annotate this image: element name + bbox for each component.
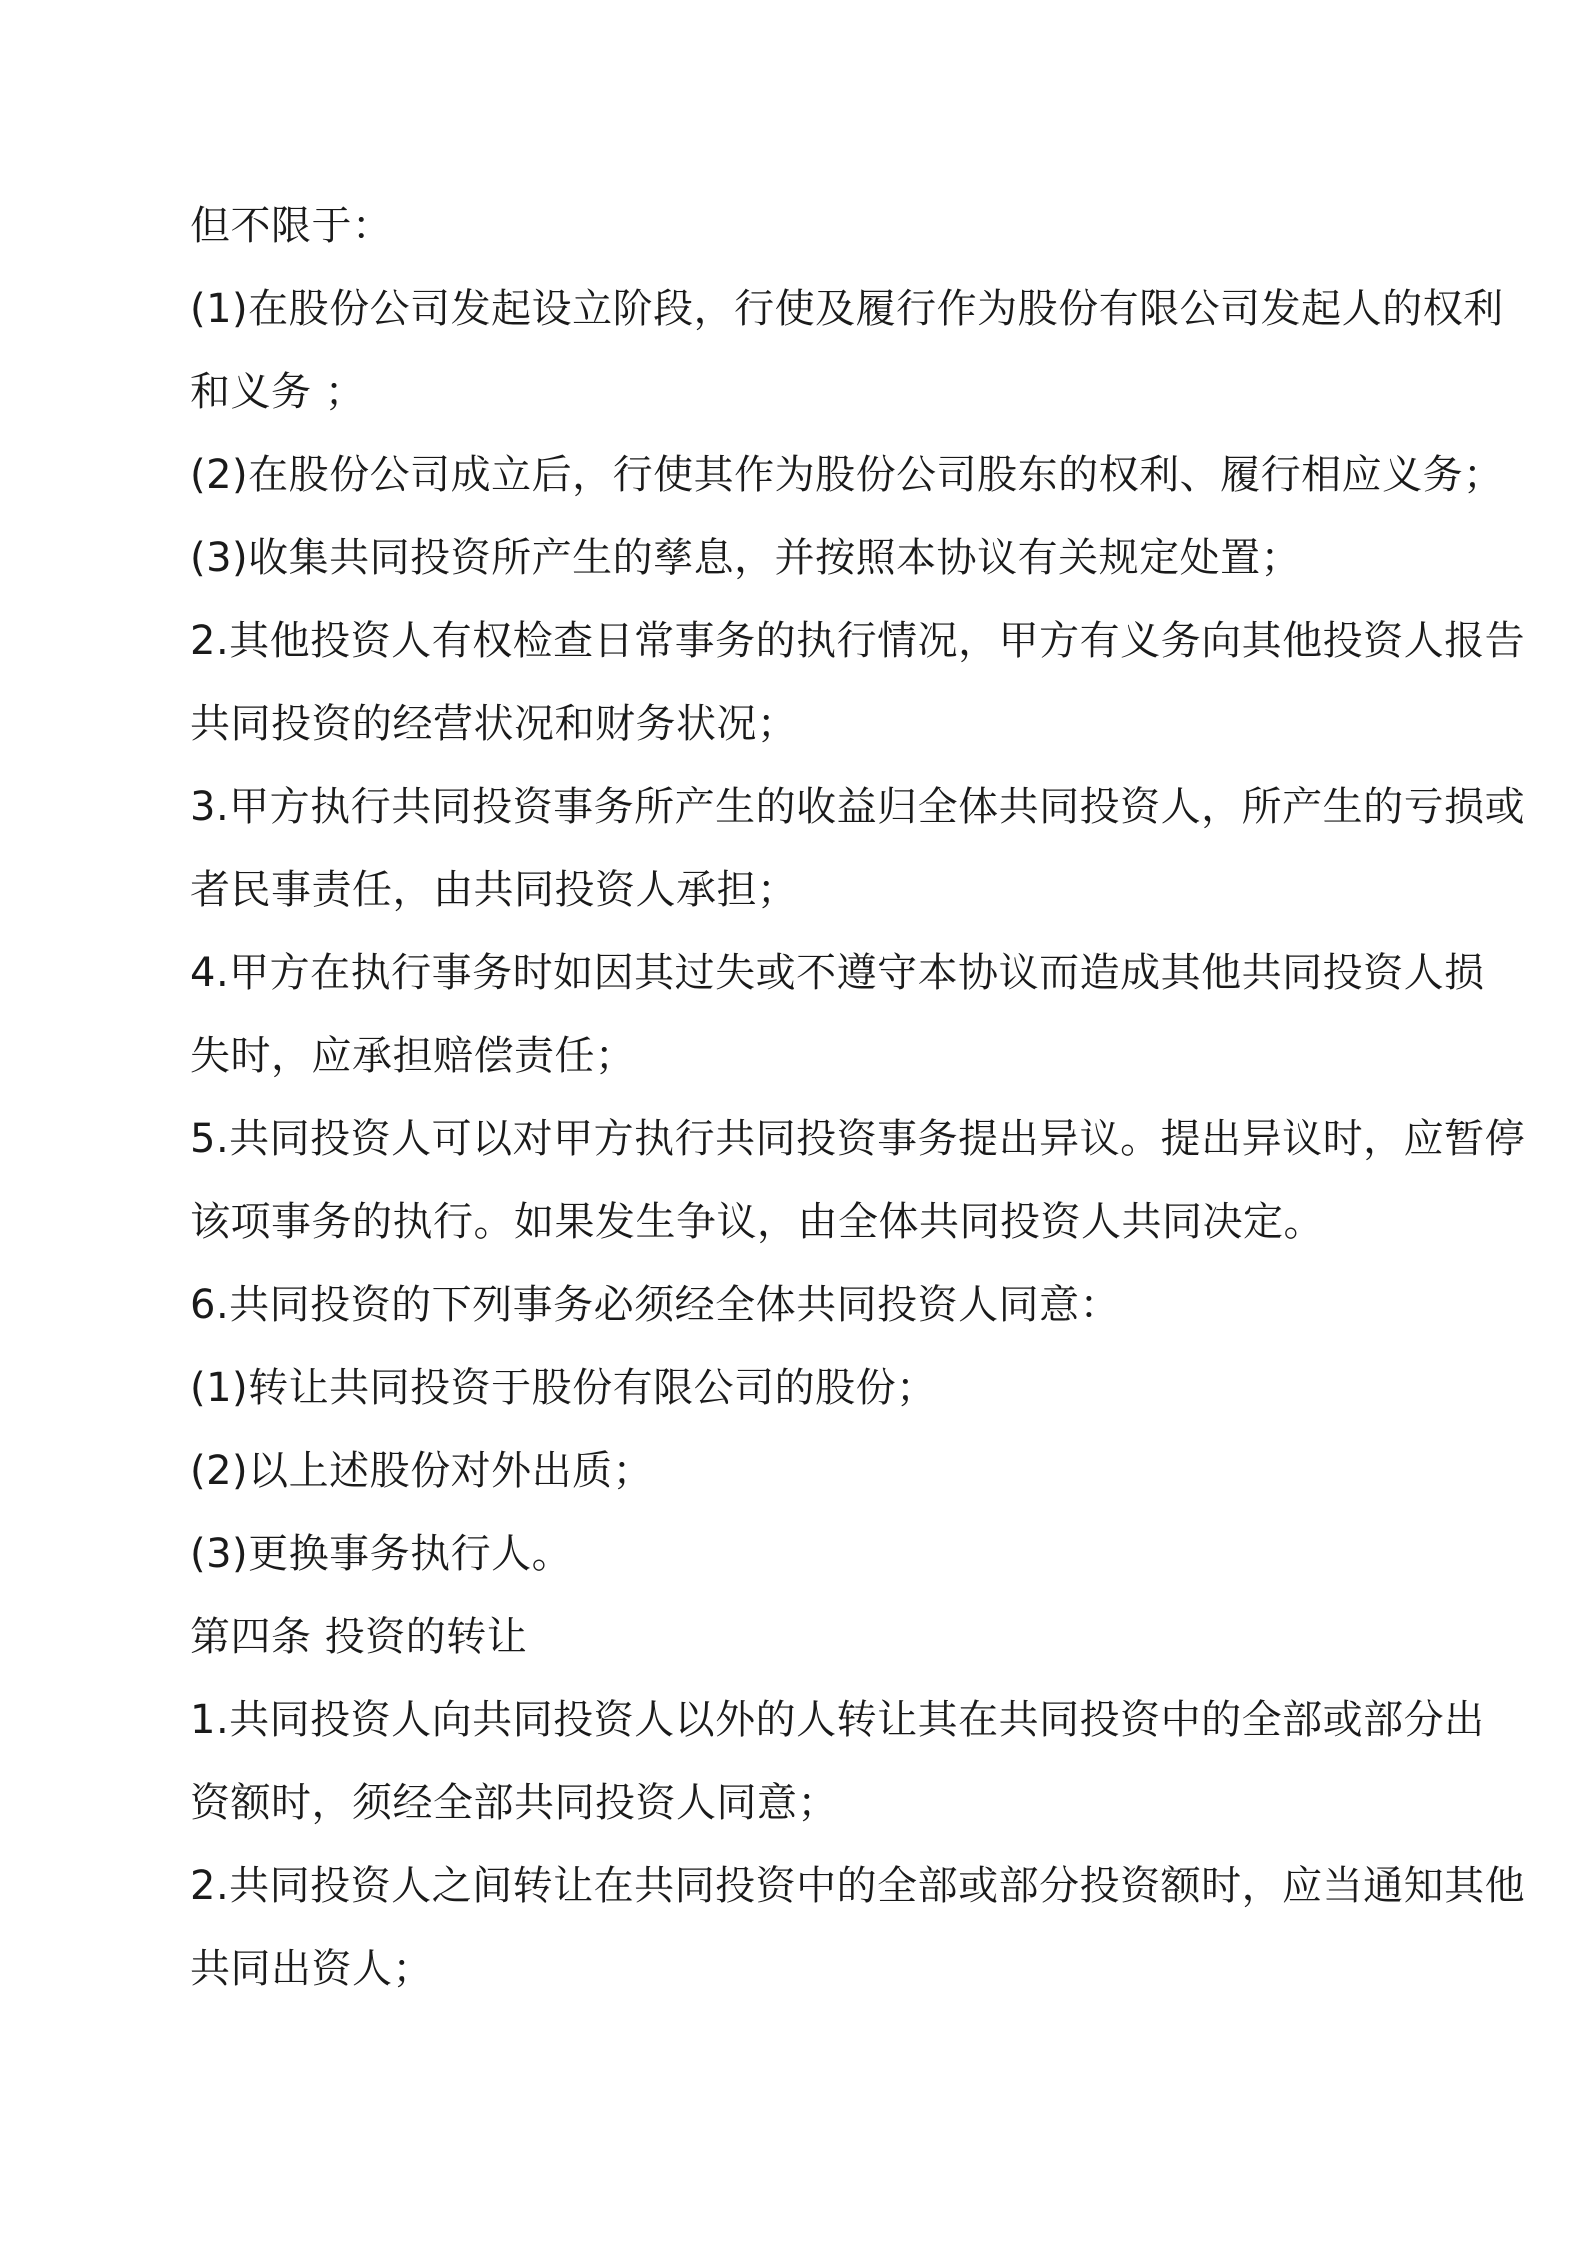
- text-line-clause-6: 6.共同投资的下列事务必须经全体共同投资人同意：: [190, 1282, 1121, 1328]
- text-line-item-3: (3)收集共同投资所产生的孳息，并按照本协议有关规定处置；: [190, 535, 1302, 581]
- text-line-clause-4-cont: 失时，应承担赔偿责任；: [190, 1033, 636, 1079]
- text-line-clause-3-cont: 者民事责任，由共同投资人承担；: [190, 867, 798, 913]
- text-line-item-2: (2)在股份公司成立后，行使其作为股份公司股东的权利、履行相应义务；: [190, 452, 1504, 498]
- text-line-clause-2-cont: 共同投资的经营状况和财务状况；: [190, 701, 798, 747]
- text-line-item-1-cont: 和义务 ；: [190, 369, 366, 415]
- text-line-article-4-clause-2-cont: 共同出资人；: [190, 1946, 433, 1992]
- text-line-item-1: (1)在股份公司发起设立阶段，行使及履行作为股份有限公司发起人的权利: [190, 286, 1504, 332]
- text-line-article-4-clause-1: 1.共同投资人向共同投资人以外的人转让其在共同投资中的全部或部分出: [190, 1697, 1485, 1743]
- text-line-clause-2: 2.其他投资人有权检查日常事务的执行情况，甲方有义务向其他投资人报告: [190, 618, 1526, 664]
- section-heading-article-4: 第四条 投资的转让: [190, 1614, 528, 1660]
- text-line-clause-6-item-2: (2)以上述股份对外出质；: [190, 1448, 654, 1494]
- text-line-clause-5: 5.共同投资人可以对甲方执行共同投资事务提出异议。提出异议时，应暂停: [190, 1116, 1526, 1162]
- text-line-intro: 但不限于：: [190, 203, 393, 249]
- text-line-clause-3: 3.甲方执行共同投资事务所产生的收益归全体共同投资人，所产生的亏损或: [190, 784, 1526, 830]
- text-line-clause-6-item-3: (3)更换事务执行人。: [190, 1531, 573, 1577]
- text-line-clause-4: 4.甲方在执行事务时如因其过失或不遵守本协议而造成其他共同投资人损: [190, 950, 1485, 996]
- text-line-article-4-clause-2: 2.共同投资人之间转让在共同投资中的全部或部分投资额时，应当通知其他: [190, 1863, 1526, 1909]
- text-line-clause-6-item-1: (1)转让共同投资于股份有限公司的股份；: [190, 1365, 937, 1411]
- text-line-clause-5-cont: 该项事务的执行。如果发生争议，由全体共同投资人共同决定。: [190, 1199, 1324, 1245]
- text-line-article-4-clause-1-cont: 资额时，须经全部共同投资人同意；: [190, 1780, 838, 1826]
